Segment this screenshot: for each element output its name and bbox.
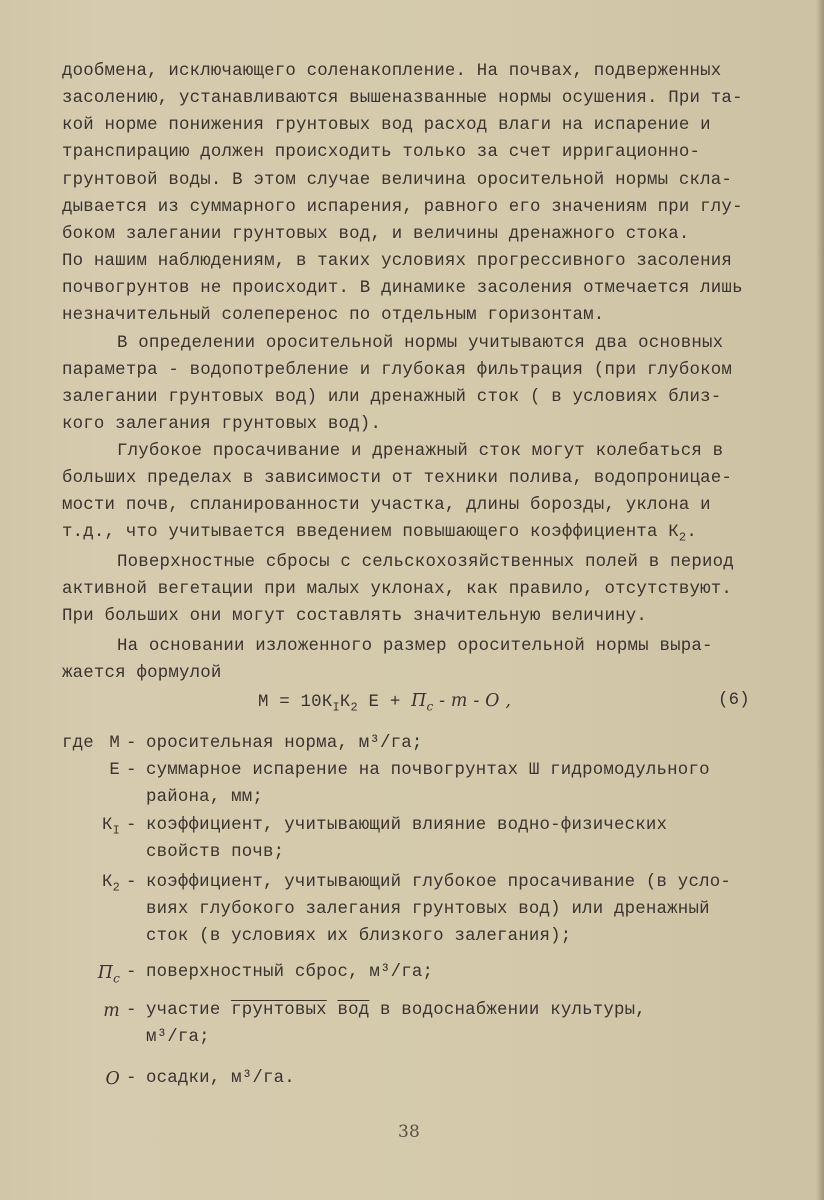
symbol-subscript: 2 — [112, 880, 120, 895]
text-line: засолению, устанавливаются вышеназванные нормы осушения. При та- — [62, 89, 743, 108]
text-line: незначительный солеперенос по отдельным горизонтам. — [62, 306, 605, 325]
formula-part: Е + — [357, 693, 412, 712]
symbol-m-lower: m — [103, 1001, 120, 1021]
subscript: 2 — [678, 530, 687, 545]
page-edge-shadow — [816, 0, 824, 1200]
symbol-k1 — [62, 815, 120, 841]
symbol-k2 — [62, 872, 120, 898]
text-part: участие — [146, 1001, 232, 1020]
text-line: дывается из суммарного испарения, равного его значениям при глу- — [62, 198, 743, 217]
overlined-text: вод — [337, 1001, 370, 1020]
formula-subscript: I — [332, 700, 340, 715]
dash: - — [126, 734, 137, 753]
text-line: кого залегания грунтовых вод). — [62, 415, 382, 434]
formula-term-pc: П — [411, 691, 427, 711]
text-line: Поверхностные сбросы с сельскохозяйственных полей в период — [117, 553, 734, 572]
text-line-body: т.д., что учитывается введением повышающего коэффициента — [62, 523, 669, 542]
text-line: почвогрунтов не происходит. В динамике засоления отмечается лишь — [62, 279, 743, 298]
text-line: т.д., что учитывается введением повышающего коэффициента $К_2$. — [62, 523, 697, 545]
definition-line: виях глубокого залегания грунтовых вод) или дренажный — [146, 900, 710, 919]
symbol-subscript: с — [113, 971, 120, 986]
definition-line: осадки, м³/га. — [146, 1069, 295, 1088]
text-part — [327, 1001, 338, 1020]
definition-line: сток (в условиях их близкого залегания); — [146, 927, 572, 946]
text-line: На основании изложенного размер оросительной нормы выра- — [117, 637, 713, 656]
formula-part: М = 10К — [258, 693, 333, 712]
dash: - — [126, 873, 137, 892]
dash: - — [126, 761, 137, 780]
text-line: По нашим наблюдениям, в таких условиях прогрессивного засоления — [62, 252, 733, 271]
text-line: залегании грунтовых вод) или дренажный сток ( в условиях близ- — [62, 388, 722, 407]
symbol-pc — [62, 962, 120, 989]
symbol-e: Е — [109, 761, 120, 780]
text-line: активной вегетации при малых уклонах, как правило, отсутствуют. — [62, 580, 733, 599]
formula-part: К — [339, 693, 351, 712]
text-part: в водоснабжении культуры, — [369, 1001, 646, 1020]
text-line: При больших они могут составлять значительную величину. — [62, 607, 647, 626]
text-line: жается формулой — [62, 664, 222, 683]
dash: - — [126, 1001, 137, 1020]
overlined-text: грунтовых — [231, 1001, 327, 1020]
text-line: боком залегании грунтовых вод, и величины дренажного стока. — [62, 225, 690, 244]
text-line: кой норме понижения грунтовых вод расход влаги на испарение и — [62, 116, 711, 135]
definition-line — [146, 1000, 646, 1022]
definition-line: свойств почв; — [146, 843, 285, 862]
symbol-letter: П — [97, 963, 114, 983]
text-line: грунтовой воды. В этом случае величина оросительной нормы скла- — [62, 171, 733, 190]
text-line: дообмена, исключающего соленакопление. На почвах, подверженных — [62, 62, 722, 81]
text-line: мости почв, спланированности участка, длины борозды, уклона и — [62, 496, 711, 515]
definition-line: коэффициент, учитывающий влияние водно-физических — [146, 816, 668, 835]
definition-line: коэффициент, учитывающий глубокое просачивание (в усло- — [146, 873, 731, 892]
equation-number: (6) — [718, 691, 750, 710]
definition-line: поверхностный сброс, м³/га; — [146, 963, 434, 982]
text-line: больших пределах в зависимости от техники полива, водопроницае- — [62, 469, 733, 488]
dash: - — [126, 1069, 137, 1088]
text-line: транспирацию должен происходить только за счет ирригационно- — [62, 143, 701, 162]
where-label: где — [62, 734, 94, 753]
text-line: В определении оросительной нормы учитываются два основных — [117, 334, 724, 353]
definition-line: оросительная норма, м³/га; — [146, 734, 423, 753]
symbol-subscript: I — [112, 823, 120, 838]
symbol-m: М — [109, 734, 120, 753]
definition-line: района, мм; — [146, 788, 263, 807]
formula — [258, 690, 511, 718]
dash: - — [126, 816, 137, 835]
text-line: Глубокое просачивание и дренажный сток могут колебаться в — [117, 442, 724, 461]
definition-line: суммарное испарение на почвогрунтах Ш гидромодульного — [146, 761, 710, 780]
definition-line: м³/га; — [146, 1028, 210, 1047]
dash: - — [126, 963, 137, 982]
formula-subscript: 2 — [350, 700, 358, 715]
symbol-o: O — [105, 1069, 120, 1089]
symbol-letter: К — [101, 816, 113, 835]
text-line: параметра - водопотребление и глубокая фильтрация (при глубоком — [62, 361, 733, 380]
symbol-letter: К — [101, 873, 113, 892]
formula-part: - m - O , — [433, 691, 512, 711]
page-number: 38 — [398, 1122, 421, 1142]
period: . — [686, 523, 697, 542]
formula-subscript: с — [426, 699, 434, 714]
